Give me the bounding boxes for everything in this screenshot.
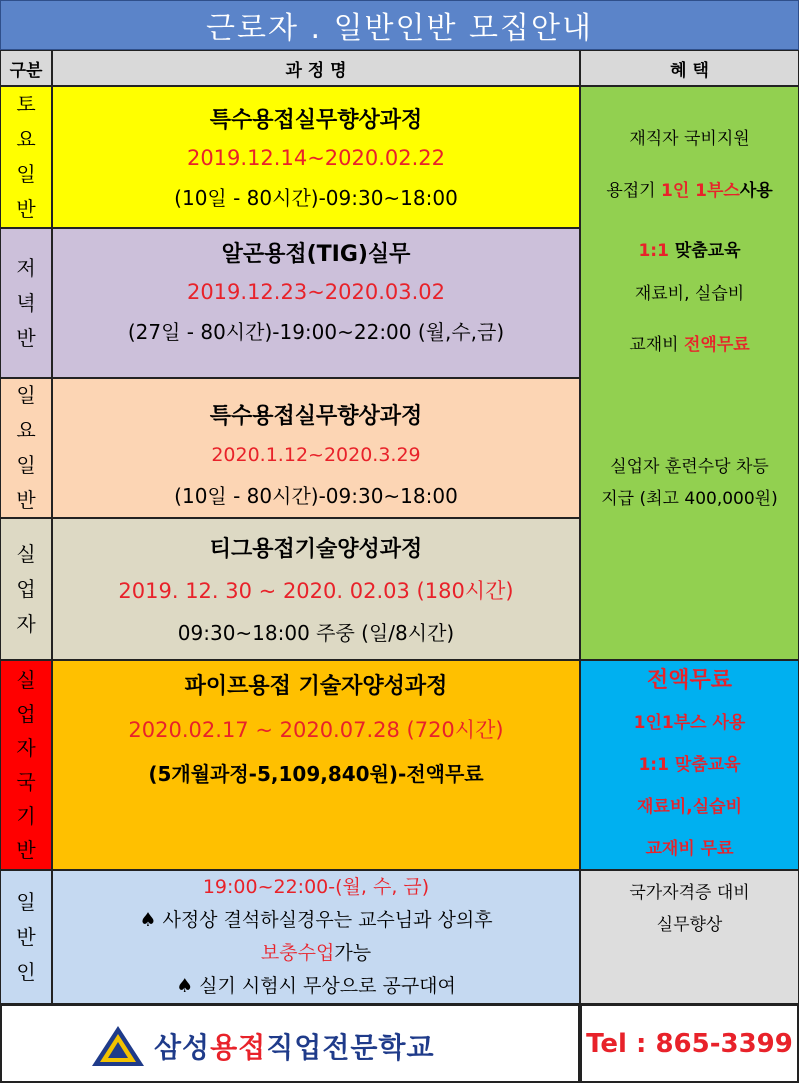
category-sunday: 일 요 일 반 <box>0 378 52 518</box>
course-title: 알곤용접(TIG)실무 <box>221 242 411 267</box>
phone-number: Tel : 865-3399 <box>586 1028 793 1059</box>
benefit-line: 지급 (최고 400,000원) <box>601 489 778 509</box>
benefit-line: 재료비, 실습비 <box>634 284 745 304</box>
category-evening: 저 녁 반 <box>0 228 52 378</box>
course-saturday <box>52 86 580 228</box>
benefit-general <box>580 870 799 1004</box>
benefit-line: 1:1 맞춤교육 <box>638 755 741 775</box>
benefit-line: 실업자 훈련수당 차등 <box>610 457 769 477</box>
course-note: 09:30~18:00 주중 (일/8시간) <box>177 621 455 645</box>
benefit-national <box>580 660 799 870</box>
course-unemployed <box>52 518 580 660</box>
benefit-line: 용접기 1인 1부스사용 <box>606 181 773 201</box>
category-general: 일 반 인 <box>0 870 52 1004</box>
makeup-class: 보충수업 <box>260 942 335 964</box>
course-note: (10일 - 80시간)-09:30~18:00 <box>174 484 458 508</box>
benefit-line: 1:1 맞춤교육 <box>638 241 741 261</box>
course-sunday <box>52 378 580 518</box>
benefit-line: 국가자격증 대비 <box>629 883 750 903</box>
course-title: 티그용접기술양성과정 <box>209 537 423 562</box>
course-date: 2020.02.17 ~ 2020.07.28 (720시간) <box>128 718 504 742</box>
general-schedule: 19:00~22:00-(월, 수, 금) <box>202 876 430 898</box>
course-date: 2019. 12. 30 ~ 2020. 02.03 (180시간) <box>118 579 514 603</box>
course-date: 2019.12.14~2020.02.22 <box>186 146 446 170</box>
course-note: (5개월과정-5,109,840원)-전액무료 <box>148 762 484 786</box>
school-name: 삼성용접직업전문학교 <box>154 1031 435 1064</box>
general-absence-note: ♠ 사정상 결석하실경우는 교수님과 상의후 <box>139 909 493 931</box>
course-date: 2020.1.12~2020.3.29 <box>211 444 421 466</box>
benefit-line: 재료비,실습비 <box>637 797 742 817</box>
course-title: 파이프용접 기술자양성과정 <box>184 674 448 699</box>
benefit-line: 전액무료 <box>646 668 732 693</box>
category-saturday: 토 요 일 반 <box>0 86 52 228</box>
course-date: 2019.12.23~2020.03.02 <box>186 280 446 304</box>
course-note: (27일 - 80시간)-19:00~22:00 (월,수,금) <box>127 320 505 344</box>
school-logo-icon <box>90 1024 146 1068</box>
benefit-line: 1인1부스 사용 <box>633 713 746 733</box>
course-evening <box>52 228 580 378</box>
header-category: 구분 <box>0 50 52 86</box>
benefit-employee <box>580 86 799 660</box>
page-title: 근로자 . 일반인반 모집안내 <box>0 0 799 50</box>
general-tool-rental: ♠ 실기 시험시 무상으로 공구대여 <box>176 975 456 997</box>
benefit-line: 교재비 무료 <box>645 839 734 859</box>
footer-phone <box>580 1004 799 1083</box>
footer-school <box>0 1004 580 1083</box>
course-title: 특수용접실무향상과정 <box>209 108 423 133</box>
course-national <box>52 660 580 870</box>
category-national: 실 업 자 국 기 반 <box>0 660 52 870</box>
benefit-line: 교재비 전액무료 <box>629 335 750 355</box>
benefit-line: 재직자 국비지원 <box>629 129 750 149</box>
general-makeup-line: 보충수업가능 <box>260 942 372 964</box>
category-unemployed: 실 업 자 <box>0 518 52 660</box>
header-course: 과 정 명 <box>52 50 580 86</box>
course-general <box>52 870 580 1004</box>
course-title: 특수용접실무향상과정 <box>209 404 423 429</box>
course-note: (10일 - 80시간)-09:30~18:00 <box>174 186 458 210</box>
header-benefit: 혜 택 <box>580 50 799 86</box>
benefit-line: 실무향상 <box>656 915 723 935</box>
